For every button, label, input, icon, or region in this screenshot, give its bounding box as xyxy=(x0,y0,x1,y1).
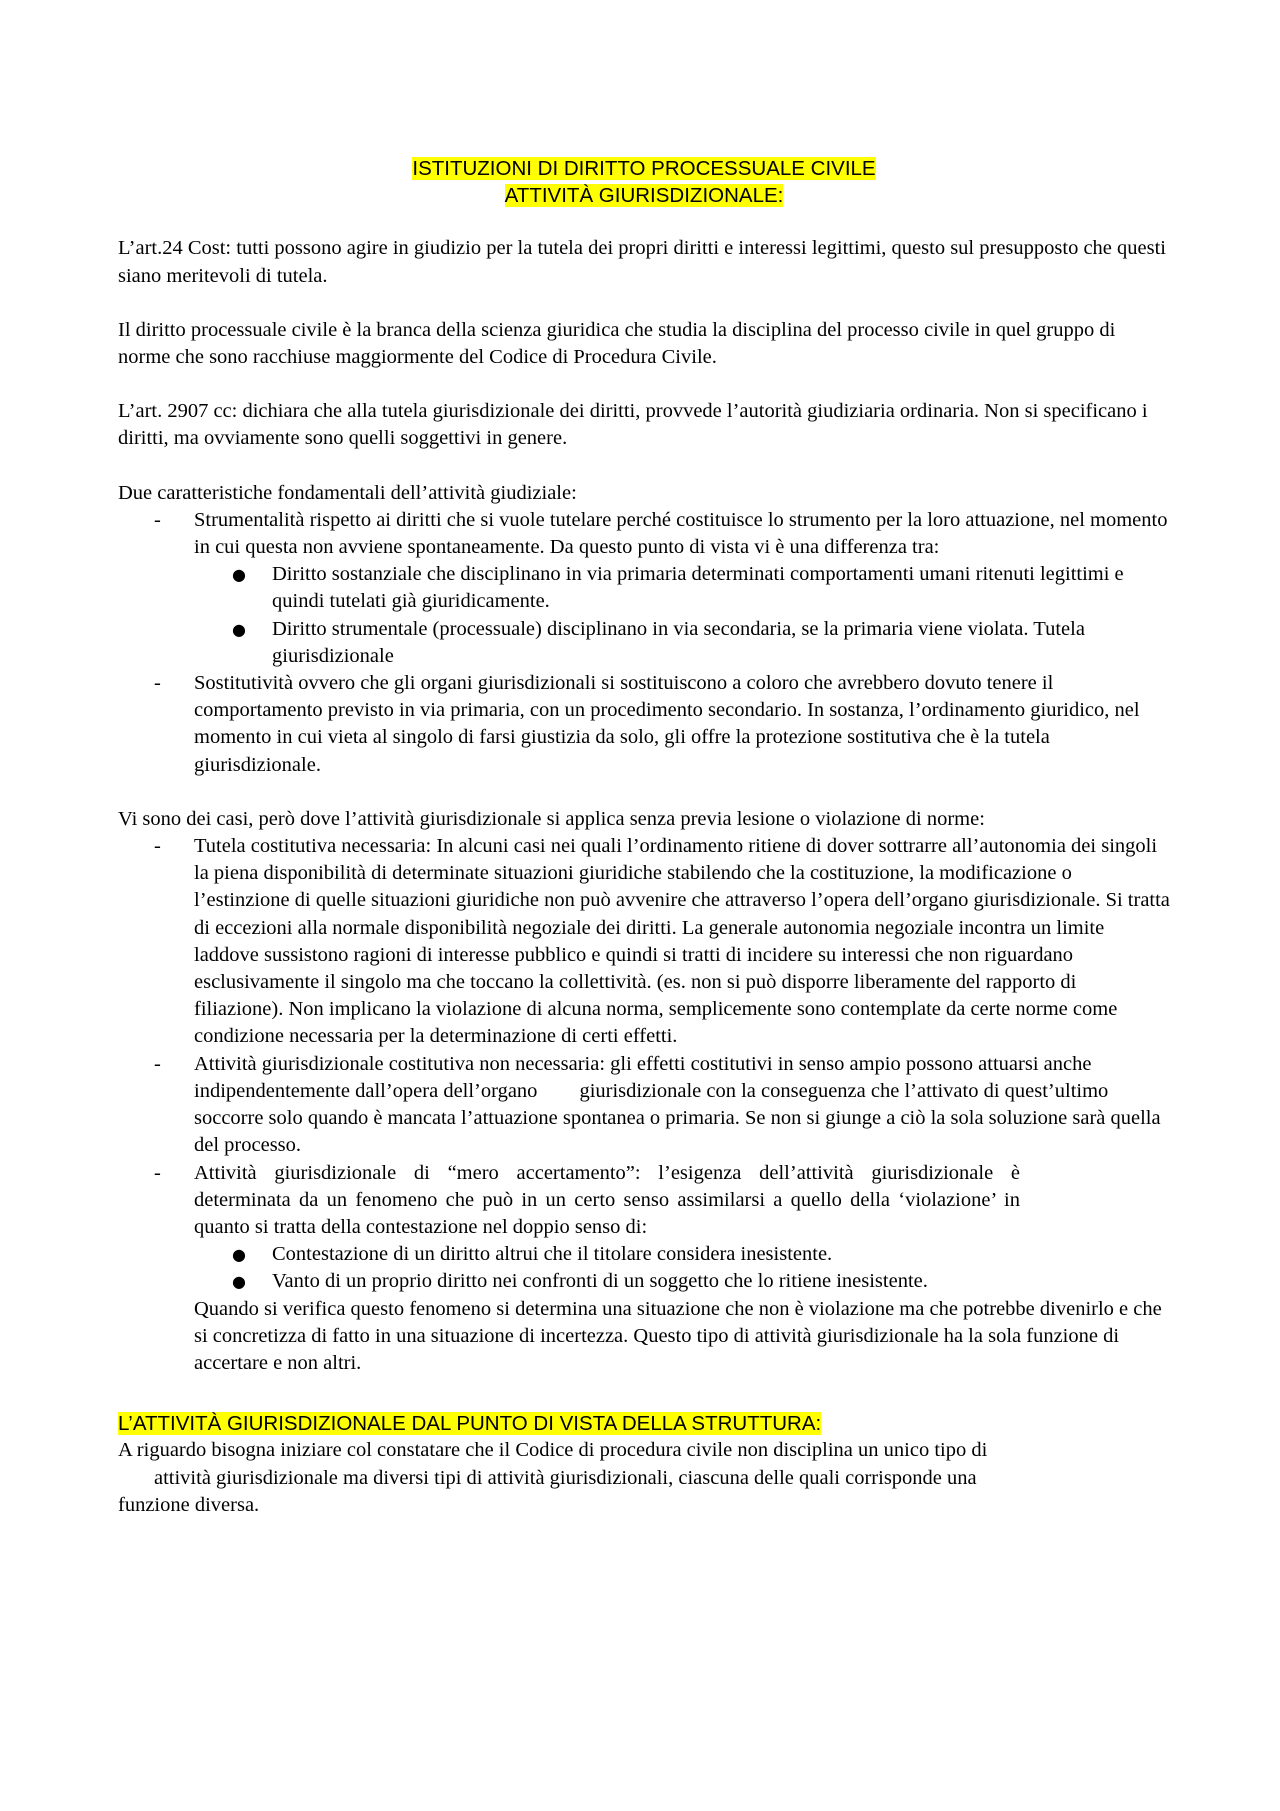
sub-list-item-text: Diritto strumentale (processuale) disciplinano in via secondaria, se la primaria viene violata. Tutela giurisdizionale xyxy=(272,617,1085,667)
paragraph-art24: L’art.24 Cost: tutti possono agire in giudizio per la tutela dei propri diritti e interessi legittimi, questo sul presupposto che questi siano meritevoli di tutela. xyxy=(118,237,1166,287)
sub-list xyxy=(118,1241,1170,1295)
paragraph-casi-intro: Vi sono dei casi, però dove l’attività giurisdizionale si applica senza previa lesione o violazione di norme: xyxy=(118,807,985,830)
sub-list-item xyxy=(118,1241,1170,1268)
sub-list-item-text: Diritto sostanziale che disciplinano in via primaria determinati comportamenti umani ritenuti legittimi e quindi tutelati già giuridicamente. xyxy=(272,563,1124,613)
list-item xyxy=(118,507,1170,670)
title-line-1: ISTITUZIONI DI DIRITTO PROCESSUALE CIVILE xyxy=(412,157,876,180)
sub-list-item-text: Vanto di un proprio diritto nei confronti di un soggetto che lo ritiene inesistente. xyxy=(272,1270,928,1293)
paragraph-diritto-processuale: Il diritto processuale civile è la branca della scienza giuridica che studia la disciplina del processo civile in quel gruppo di norme che sono racchiuse maggiormente del Codice di Procedura Civile. xyxy=(118,318,1116,369)
sub-list-item-text: Contestazione di un diritto altrui che il titolare considera inesistente. xyxy=(272,1243,833,1266)
bullet-marker: ● xyxy=(232,1272,246,1292)
section-text-a: A riguardo bisogna iniziare col constatare che il Codice di procedura civile non disciplina un unico tipo di xyxy=(118,1439,988,1462)
list-item-text-a: Attività giurisdizionale costitutiva non necessaria: gli effetti costitutivi in senso ampio possono attuarsi anche indipendentemente dall’opera dell’organo xyxy=(194,1052,1092,1102)
dash-marker: - xyxy=(154,672,161,695)
sub-list-item xyxy=(118,561,1170,615)
list-item-text: Attività giurisdizionale di “mero accertamento”: l’esigenza dell’attività giurisdizionale è determinata da un fenomeno che può in un certo senso assimilarsi a quello della ‘violazione’ in quanto si tratta della contestazione nel doppio senso di: xyxy=(194,1161,1020,1238)
list-item xyxy=(118,1160,1170,1378)
section-text-b: attività giurisdizionale ma diversi tipi di attività giurisdizionali, ciascuna delle quali corrisponde una funzione diversa. xyxy=(118,1466,977,1516)
dash-marker: - xyxy=(154,508,161,531)
dash-marker: - xyxy=(154,835,161,858)
list-item xyxy=(118,833,1170,1051)
list-item-continuation: Quando si verifica questo fenomeno si determina una situazione che non è violazione ma che potrebbe divenirlo e che si concretizza di fatto in una situazione di incertezza. Questo tipo di attività giurisdizionale ha la sola funzione di accertare e non altri. xyxy=(194,1297,1162,1374)
list-item-text: Strumentalità rispetto ai diritti che si vuole tutelare perché costituisce lo strumento per la loro attuazione, nel momento in cui questa non avviene spontaneamente. Da questo punto di vista vi è una differenza tra: xyxy=(194,508,1168,559)
list-item-text-b: giurisdizionale con la conseguenza che l’attivato di quest’ultimo soccorre solo quando è mancata l’attuazione spontanea o primaria. Se non si giunge a ciò la sola soluzione sarà quella del processo. xyxy=(194,1079,1161,1157)
casi-list xyxy=(118,833,1170,1377)
section-struttura-text xyxy=(118,1437,1018,1519)
paragraph-caratteristiche-intro: Due caratteristiche fondamentali dell’attività giudiziale: xyxy=(118,481,577,504)
sub-list xyxy=(118,561,1170,670)
sub-list-item xyxy=(118,1268,1170,1295)
list-item-text: Sostitutività ovvero che gli organi giurisdizionali si sostituiscono a coloro che avrebbero dovuto tenere il comportamento previsto in via primaria, con un procedimento secondario. In sostanza, l’ordinamento giuridico, nel momento in cui vieta al singolo di farsi giustizia da solo, gli offre la protezione sostitutiva che è la tutela giurisdizionale. xyxy=(194,672,1140,776)
sub-list-item xyxy=(118,616,1170,670)
list-item xyxy=(118,1051,1170,1160)
bullet-marker: ● xyxy=(232,565,246,585)
document-title xyxy=(118,155,1170,209)
list-item xyxy=(118,670,1170,779)
list-item-text: Tutela costitutiva necessaria: In alcuni casi nei quali l’ordinamento ritiene di dover sottrarre all’autonomia dei singoli la piena disponibilità di determinate situazioni giuridiche stabilendo che la costituzione, la modificazione o l’estinzione di quelle situazioni giuridiche non può avvenire che attraverso l’opera dell’organo giurisdizionale. Si tratta di eccezioni alla normale disponibilità negoziale dei diritti. La generale autonomia negoziale incontra un limite laddove sussistono ragioni di interesse pubblico e quindi si tratti di incidere su interessi che non riguardano esclusivamente il singolo ma che toccano la collettività. (es. non si può disporre liberamente del rapporto di filiazione). Non implicano la violazione di alcuna norma, semplicemente sono contemplate da certe norme come condizione necessaria per la determinazione di certi effetti. xyxy=(194,835,1170,1048)
dash-marker: - xyxy=(154,1052,161,1075)
bullet-marker: ● xyxy=(232,1245,246,1265)
document-page xyxy=(118,155,1170,1519)
title-line-2: ATTIVITÀ GIURISDIZIONALE: xyxy=(504,184,784,208)
section-heading-struttura xyxy=(118,1410,1170,1437)
caratteristiche-list xyxy=(118,507,1170,779)
section-heading-text: L’ATTIVITÀ GIURISDIZIONALE DAL PUNTO DI VISTA DELLA STRUTTURA: xyxy=(118,1412,822,1436)
dash-marker: - xyxy=(154,1161,161,1184)
bullet-marker: ● xyxy=(232,619,246,639)
paragraph-art2907: L’art. 2907 cc: dichiara che alla tutela giurisdizionale dei diritti, provvede l’autorità giudiziaria ordinaria. Non si specificano i diritti, ma ovviamente sono quelli soggettivi in genere. xyxy=(118,400,1148,450)
